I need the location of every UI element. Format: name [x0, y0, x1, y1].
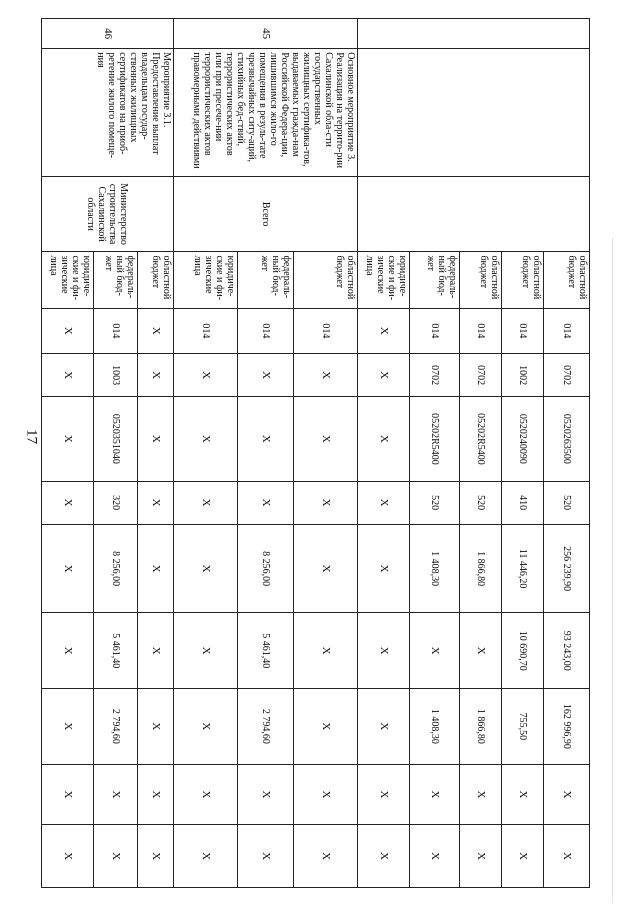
budget-table	[41, 18, 590, 888]
value-cell: 0520263500	[544, 397, 590, 481]
value-cell: 05202R5400	[460, 397, 502, 481]
value-cell: X	[94, 825, 138, 888]
rotated-table-wrapper	[42, 18, 590, 888]
value-cell: 014	[410, 308, 460, 353]
responsible-cell	[358, 176, 590, 252]
value-cell: X	[138, 524, 174, 613]
value-cell: X	[238, 825, 294, 888]
value-cell: 1 866,80	[460, 524, 502, 613]
value-cell: X	[138, 825, 174, 888]
value-cell: X	[544, 825, 590, 888]
value-cell: X	[294, 825, 358, 888]
value-cell: X	[358, 397, 410, 481]
value-cell: X	[138, 764, 174, 825]
value-cell: 8 256,00	[94, 524, 138, 613]
value-cell: 014	[544, 308, 590, 353]
funding-source-cell: федераль-ный бюд-жет	[238, 252, 294, 308]
value-cell: X	[410, 764, 460, 825]
funding-source-cell: областной бюджет	[544, 252, 590, 308]
value-cell: 10 690,70	[502, 613, 544, 689]
value-cell: X	[42, 397, 94, 481]
value-cell: 1 408,30	[410, 524, 460, 613]
value-cell: X	[294, 764, 358, 825]
value-cell: 5 461,40	[94, 613, 138, 689]
value-cell: X	[358, 825, 410, 888]
value-cell: X	[460, 613, 502, 689]
page-number: 17	[23, 429, 40, 444]
value-cell: 11 446,20	[502, 524, 544, 613]
value-cell: X	[138, 613, 174, 689]
funding-source-cell: федераль-ный бюд-жет	[94, 252, 138, 308]
value-cell: 410	[502, 481, 544, 524]
value-cell: 05202R5400	[410, 397, 460, 481]
value-cell: X	[294, 689, 358, 765]
value-cell: X	[238, 397, 294, 481]
row-number-cell: 46	[42, 19, 174, 49]
row-number-cell	[358, 19, 590, 49]
value-cell: X	[174, 825, 238, 888]
value-cell: 520	[460, 481, 502, 524]
funding-source-cell: областной бюджет	[294, 252, 358, 308]
table-row	[138, 19, 174, 888]
value-cell: X	[42, 524, 94, 613]
value-cell: X	[238, 354, 294, 397]
value-cell: X	[94, 764, 138, 825]
value-cell: 014	[94, 308, 138, 353]
value-cell: X	[138, 308, 174, 353]
value-cell: X	[42, 764, 94, 825]
value-cell: X	[42, 689, 94, 765]
value-cell: 014	[460, 308, 502, 353]
value-cell: X	[502, 764, 544, 825]
value-cell: 2 794,60	[238, 689, 294, 765]
value-cell: X	[410, 825, 460, 888]
value-cell: 1003	[94, 354, 138, 397]
value-cell: 0520240090	[502, 397, 544, 481]
value-cell: 520	[410, 481, 460, 524]
value-cell: 256 239,90	[544, 524, 590, 613]
responsible-cell: Министерство строительства Сахалинской области	[42, 176, 174, 252]
value-cell: 2 794,60	[94, 689, 138, 765]
funding-source-cell: федераль-ный бюд-жет	[410, 252, 460, 308]
value-cell: X	[294, 481, 358, 524]
value-cell: 8 256,00	[238, 524, 294, 613]
value-cell: X	[174, 764, 238, 825]
value-cell: X	[238, 764, 294, 825]
value-cell: 755,50	[502, 689, 544, 765]
value-cell: 014	[502, 308, 544, 353]
value-cell: X	[294, 354, 358, 397]
value-cell: X	[358, 481, 410, 524]
value-cell: X	[138, 481, 174, 524]
value-cell: X	[502, 825, 544, 888]
value-cell: 5 461,40	[238, 613, 294, 689]
value-cell: X	[138, 397, 174, 481]
measure-name-cell	[358, 49, 590, 177]
value-cell: 0702	[544, 354, 590, 397]
table-body	[42, 19, 590, 888]
value-cell: X	[42, 481, 94, 524]
value-cell: 014	[174, 308, 238, 353]
value-cell: X	[42, 354, 94, 397]
value-cell: 162 996,90	[544, 689, 590, 765]
value-cell: X	[358, 524, 410, 613]
value-cell: X	[42, 613, 94, 689]
value-cell: X	[174, 481, 238, 524]
value-cell: X	[410, 613, 460, 689]
value-cell: 1 866,80	[460, 689, 502, 765]
funding-source-cell: юридиче-ские и фи-зические лица	[358, 252, 410, 308]
value-cell: X	[460, 825, 502, 888]
value-cell: X	[42, 308, 94, 353]
funding-source-cell: юридиче-ские и фи-зические лица	[174, 252, 238, 308]
value-cell: X	[358, 308, 410, 353]
funding-source-cell: юридиче-ские и фи-зические лица	[42, 252, 94, 308]
value-cell: X	[294, 613, 358, 689]
value-cell: 520	[544, 481, 590, 524]
scan-artifact-line	[612, 238, 613, 903]
value-cell: 1 408,30	[410, 689, 460, 765]
funding-source-cell: областной бюджет	[138, 252, 174, 308]
value-cell: 014	[294, 308, 358, 353]
value-cell: X	[174, 524, 238, 613]
value-cell: 014	[238, 308, 294, 353]
value-cell: X	[138, 689, 174, 765]
measure-name-cell: Основное мероприятие 3. Реализация на террито-рии Сахалинской обла-сти государственных жилищных сертифика-тов, выдаваемых гражда-нам Российской Федера-ции, лишившимся жило-го помещения в резуль-тате чрезвычайных ситу-аций, стихийных бед-ствий, террористических актов или при пресече-нии террористических актов правомерными действиями	[174, 49, 358, 177]
value-cell: X	[174, 397, 238, 481]
value-cell: 0520351040	[94, 397, 138, 481]
value-cell: X	[544, 764, 590, 825]
table-row	[544, 19, 590, 888]
value-cell: 320	[94, 481, 138, 524]
row-number-cell: 45	[174, 19, 358, 49]
value-cell: X	[174, 689, 238, 765]
value-cell: X	[238, 481, 294, 524]
value-cell: X	[174, 613, 238, 689]
value-cell: 93 243,00	[544, 613, 590, 689]
value-cell: 0702	[410, 354, 460, 397]
value-cell: X	[358, 764, 410, 825]
value-cell: X	[174, 354, 238, 397]
funding-source-cell: областной бюджет	[502, 252, 544, 308]
value-cell: X	[138, 354, 174, 397]
value-cell: 0702	[460, 354, 502, 397]
value-cell: X	[42, 825, 94, 888]
value-cell: 1002	[502, 354, 544, 397]
value-cell: X	[358, 689, 410, 765]
value-cell: X	[358, 613, 410, 689]
value-cell: X	[294, 524, 358, 613]
value-cell: X	[460, 764, 502, 825]
table-row	[294, 19, 358, 888]
funding-source-cell: областной бюджет	[460, 252, 502, 308]
measure-name-cell: Мероприятие 3.1. Предоставление выплат владельцам государ-ственных жилищных сертификатов на приоб-ретение жилого помеще-ния	[42, 49, 174, 177]
value-cell: X	[358, 354, 410, 397]
responsible-cell: Всего	[174, 176, 358, 252]
value-cell: X	[294, 397, 358, 481]
